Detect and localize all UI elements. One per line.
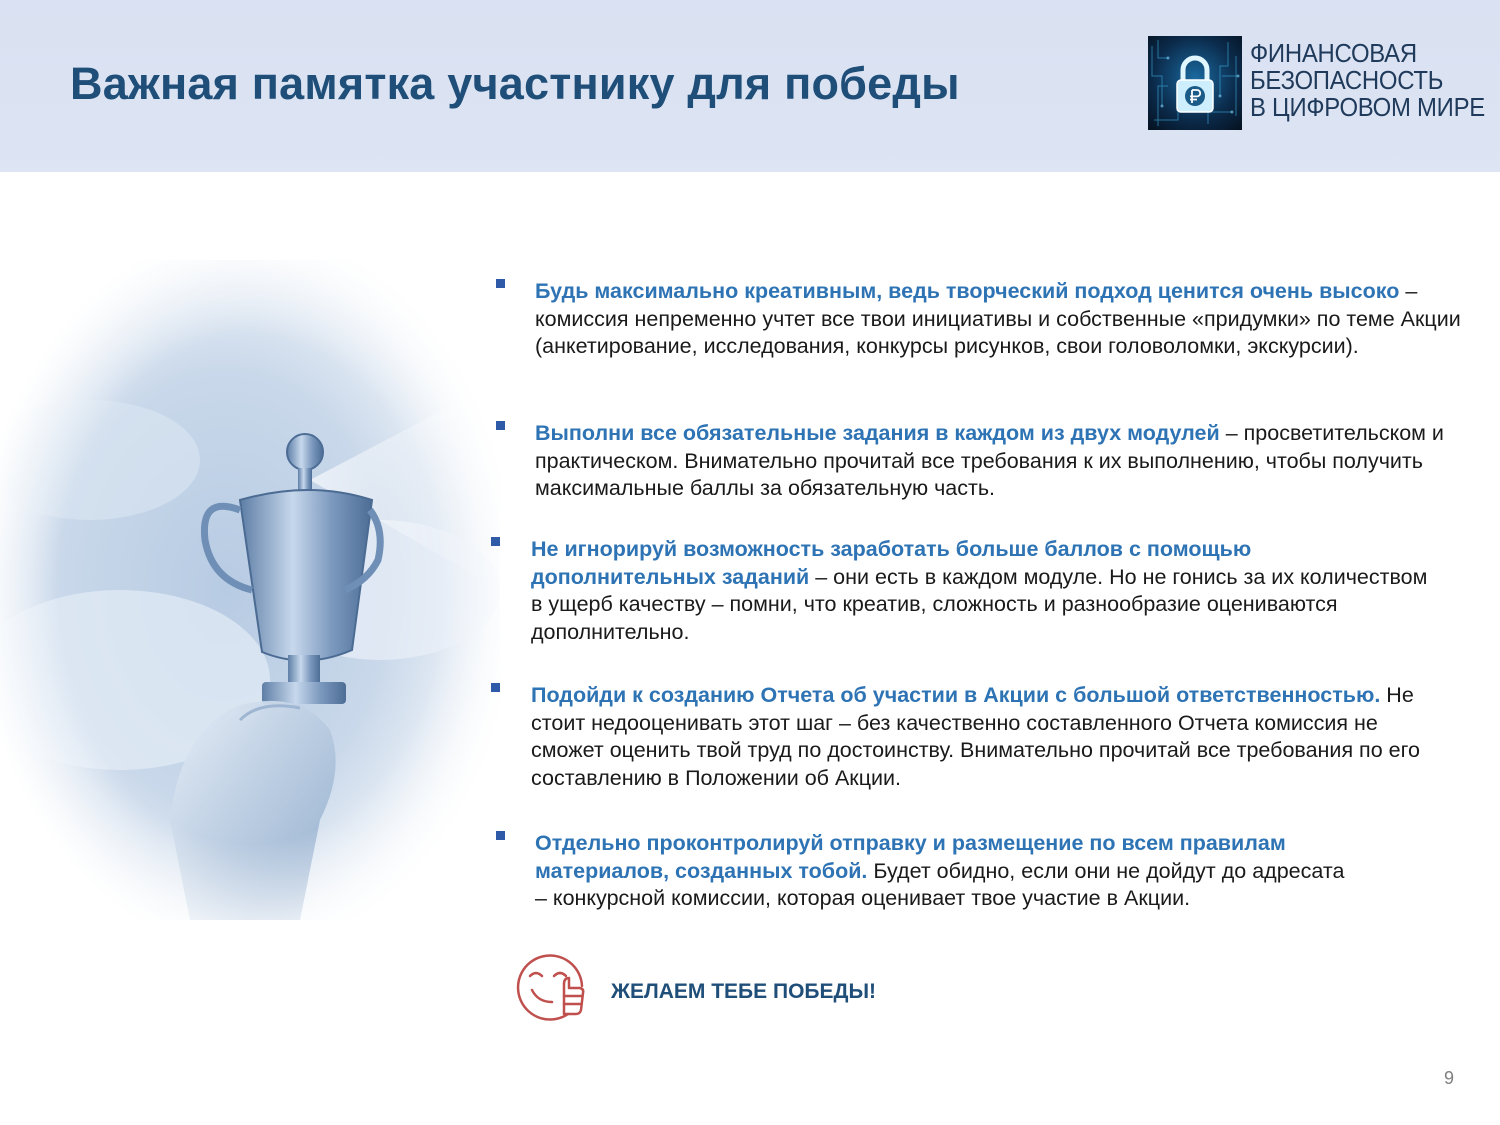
list-item <box>531 536 1431 646</box>
logo-line-2: БЕЗОПАСНОСТЬ <box>1250 65 1444 95</box>
bullet-marker <box>496 421 505 430</box>
bullet-highlight: Не игнорируй возможность заработать больше баллов с помощью дополнительных заданий <box>531 537 1252 589</box>
brand-logo <box>1148 36 1485 131</box>
page-number: 9 <box>1444 1068 1455 1088</box>
wish-text: ЖЕЛАЕМ ТЕБЕ ПОБЕДЫ! <box>611 980 877 1003</box>
bullet-marker <box>496 279 505 288</box>
bullet-highlight: Подойди к созданию Отчета об участии в Акции с большой ответственностью. <box>531 683 1381 707</box>
logo-text <box>1250 38 1485 122</box>
bullet-highlight: Будь максимально креативным, ведь творческий подход ценится очень высоко <box>535 279 1400 303</box>
list-item <box>535 278 1465 361</box>
trophy-cup-in-hands-photo <box>0 260 500 920</box>
bullet-highlight: Выполни все обязательные задания в каждом из двух модулей <box>535 421 1220 445</box>
bullet-text: – комиссия непременно учтет все твои инициативы и собственные «придумки» по теме Акции (анкетирование, исследования, конкурсы рисунков, свои головоломки, экскурсии). <box>535 279 1461 358</box>
bullet-highlight: Отдельно проконтролируй отправку и размещение по всем правилам материалов, созданных тобой. <box>535 831 1286 883</box>
bullet-text: – они есть в каждом модуле. Но не гонись за их количеством в ущерб качеству – помни, что креатив, сложность и разнообразие оцениваются дополнительно. <box>531 564 1428 644</box>
list-item <box>531 682 1446 792</box>
list-item <box>535 830 1355 913</box>
bullet-text: Не стоит недооценивать этот шаг – без качественно составленного Отчета комиссия не сможет оценить твой труд по достоинству. Внимательно прочитай все требования по его составлению в Положении об Акции. <box>531 683 1420 790</box>
bullet-text: Будет обидно, если они не дойдут до адресата – конкурсной комиссии, которая оценивает твое участие в Акции. <box>535 858 1345 910</box>
smiley-thumbs-up-icon <box>516 952 588 1024</box>
logo-line-1: ФИНАНСОВАЯ <box>1250 38 1417 68</box>
list-item <box>535 420 1465 503</box>
lock-ruble-icon <box>1148 36 1242 130</box>
logo-line-3: В ЦИФРОВОМ МИРЕ <box>1250 92 1485 122</box>
page-title: Важная памятка участнику для победы <box>70 58 960 109</box>
bullet-marker <box>491 537 500 546</box>
header-band <box>0 0 1500 172</box>
bullet-marker <box>496 831 505 840</box>
bullet-text: – просветительском и практическом. Внимательно прочитай все требования к их выполнению, чтобы получить максимальные баллы за обязательную часть. <box>535 421 1444 500</box>
bullet-marker <box>491 683 500 692</box>
wish-block <box>516 952 936 1024</box>
